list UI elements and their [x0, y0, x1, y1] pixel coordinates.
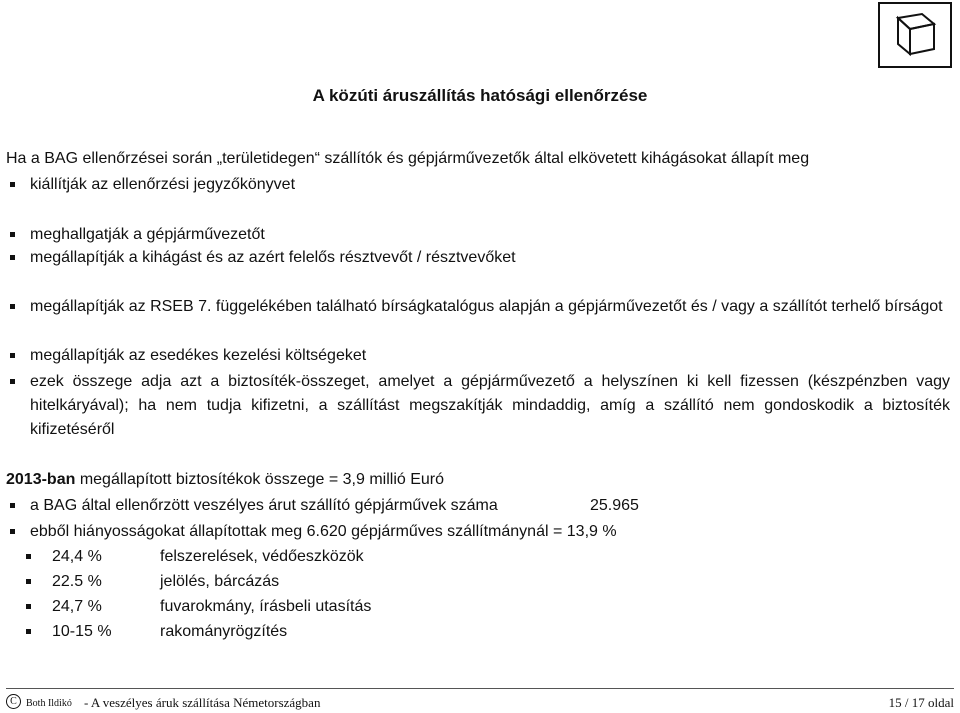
footer: [6, 694, 954, 712]
page-number: 15 / 17 oldal: [888, 695, 954, 710]
footer-doc-title: - A veszélyes áruk szállítása Németországban: [84, 695, 321, 710]
bullet-icon: [10, 529, 15, 534]
bullet-icon: [10, 379, 15, 384]
list-item: ebből hiányosságokat állapítottak meg 6.620 gépjárműves szállítmánynál = 13,9 %: [10, 520, 950, 544]
cube-icon: [878, 2, 952, 68]
intro-text: Ha a BAG ellenőrzései során „területidegen“ szállítók és gépjárművezetők által elkövetett kihágásokat állapít meg: [6, 150, 810, 167]
footer-divider: [6, 688, 954, 689]
list-item: megállapítják a kihágást és az azért felelős résztvevőt / résztvevőket: [10, 246, 950, 270]
bullet-icon: [10, 182, 15, 187]
page-title: A közúti áruszállítás hatósági ellenőrzése: [312, 86, 648, 105]
bullet-icon: [26, 554, 31, 559]
bullet-icon: [10, 304, 15, 309]
bullet-icon: [10, 232, 15, 237]
copyright-icon: C: [6, 694, 21, 709]
list-item: megállapítják az esedékes kezelési költségeket: [10, 344, 950, 368]
bullet-icon: [26, 604, 31, 609]
bullet-icon: [10, 353, 15, 358]
stats-heading: 2013-ban megállapított biztosítékok összege = 3,9 millió Euró: [6, 471, 445, 488]
list-item: ezek összege adja azt a biztosíték-összeget, amelyet a gépjárművezető a helyszínen ki kell fizessen (készpénzben vagy hitelkáryával); ha nem tudja kifizetni, a szállítást megszakítják mindaddig, amíg a szállító nem gondoskodik a biztosíték kifizetéséről: [10, 370, 950, 442]
list-item: a BAG által ellenőrzött veszélyes árut szállító gépjárművek száma 25.965: [10, 494, 950, 518]
checked-vehicles-value: 25.965: [590, 497, 639, 514]
footer-author: Both Ildikó: [26, 698, 72, 709]
bullet-icon: [26, 629, 31, 634]
bullet-icon: [10, 255, 15, 260]
list-item: meghallgatják a gépjárművezetőt: [10, 223, 950, 247]
bullet-icon: [10, 503, 15, 508]
list-item: kiállítják az ellenőrzési jegyzőkönyvet: [10, 173, 950, 197]
list-item: megállapítják az RSEB 7. függelékében található bírságkatalógus alapján a gépjárművezetőt és / vagy a szállítót terhelő bírságot: [10, 295, 950, 319]
bullet-icon: [26, 579, 31, 584]
